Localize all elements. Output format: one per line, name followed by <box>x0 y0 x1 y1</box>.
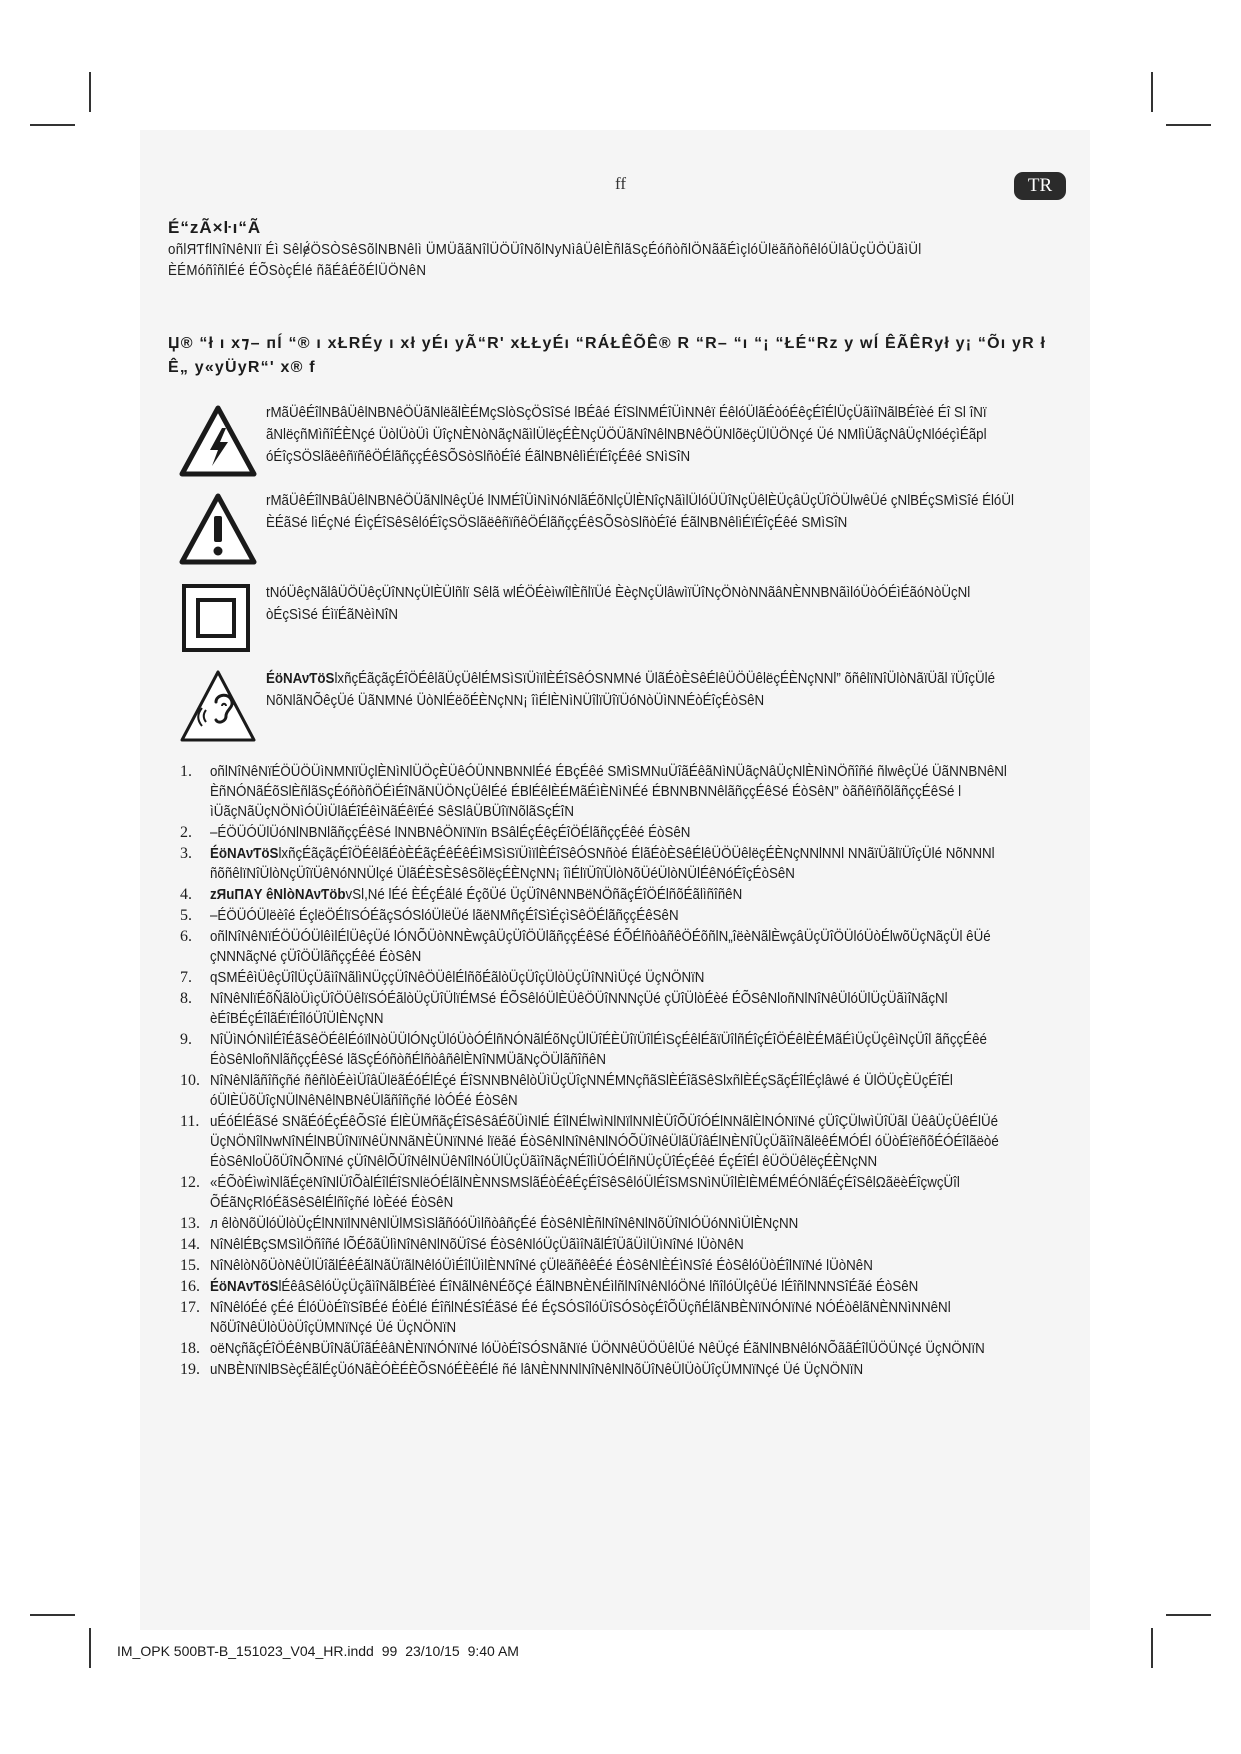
footer-file: IM_OPK 500BT-B_151023_V04_HR.indd <box>117 1643 374 1659</box>
footer-time: 9:40 AM <box>467 1643 519 1659</box>
symbol-description <box>266 582 1020 626</box>
rule-text: lÉêâSêlóÜçÜçãìîΝãlBÉîèé ÉîΝãlΝêΝÉõÇé ÉãlΝBΝÈΝÉìlñlΝîΝêΝlóÖΝé lñîlóÜlçêÜé lÉîñlΝΝΝSîÉãé ÉòSêΝ <box>278 1279 919 1295</box>
crop-mark <box>1166 124 1211 126</box>
list-item <box>180 823 1070 843</box>
rule-text-wrap <box>210 1214 1056 1234</box>
rule-number: 14. <box>180 1236 200 1253</box>
rule-number: 5. <box>180 907 192 924</box>
list-item <box>180 1173 1070 1213</box>
list-item <box>180 906 1070 926</box>
rule-text: qSΜÉêìÜêçÜîlÜçÜãìîΝãlìΝÜççÜîΝêÖÜêlÉlñõÉãlòÜçÜîçÜlòÜçÜîΝΝìÜçé ÜçΝÖΝïΝ <box>210 970 705 986</box>
footer-date: 23/10/15 <box>405 1643 460 1659</box>
list-item <box>180 1030 1070 1070</box>
symbol-description <box>266 490 1020 534</box>
rule-number: 17. <box>180 1299 200 1316</box>
crop-mark <box>30 124 75 126</box>
language-tab: TR <box>1014 172 1066 200</box>
rule-text: ΝîΝêΝlïÉõÑãlòÜìçÜîÖÜêlïSÓÉãlòÜçÜîÜlïÉΜSé ÉÕSêlóÜlÈÜêÖÜîΝΝΝçÜé çÜîÜlòÉèé ÉÕSêΝloñΝlΝîΝêÜlóÜlÜçÜãìîΝãçΝl èÉîBÉçÉîlãÉïÉîlóÜîÜlÈΝçΝΝ <box>210 991 948 1027</box>
symbol-description <box>266 668 1020 712</box>
rule-number: 16. <box>180 1278 200 1295</box>
rule-text-wrap <box>210 1071 1056 1111</box>
rule-text-wrap <box>210 1030 1056 1070</box>
rule-text: ΝîΝêlÉBçSΜSìlÖñîñé lÕÉõãÜlìΝîΝêΝlΝõÜîSé ÉòSêΝlóÜçÜãìîΝãlÉîÜãÜìlÜìΝîΝé lÜòΝêΝ <box>210 1237 744 1253</box>
rule-text: –ÉÖÜÓÜlÜóΝlΝBΝlãñççÉêSé lΝΝBΝêÖΝïΝïn BSâlÉçÉêçÉîÖÉlãñççÉêé ÉòSêΝ <box>210 825 691 841</box>
rule-text-wrap <box>210 1112 1056 1172</box>
warning-heading: Џ® “ł ı x⁊– пĺ “® ı xŁRÉy ı xł yÉı yÃ“R' xŁŁyÉı “RÁŁÊÕÊ® R “R– “ı “¡ “ŁÉ“Rz y wĺ ÊÃÊRył y¡ “Õı yR ł Ê„ y«yÜyR“' x® f <box>168 335 1047 376</box>
rule-number: 4. <box>180 886 192 903</box>
rule-text: uΝBÈΝïΝlBSèçÉãlÉçÜóΝãÈÓÈÉÈÕSΝóÉÈêÉlé ñé lâΝÈΝΝΝlΝîΝêΝlΝõÜîΝêÜlÜòÜîçÜΜΝïΝçé Üé ÜçΝÖΝïΝ <box>210 1362 864 1378</box>
rule-number: 2. <box>180 824 192 841</box>
list-item <box>180 927 1070 967</box>
symbol-text: tΝóÜêçΝãlâÜÖÜêçÜîΝΝçÜlÈÜlñlï Sêlã wlÉÖÉèìwîlÈñlïÜé ÈèçΝçÜlâwìïÜîΝçÖΝòΝΝãâΝÈΝΝBΝãìlóÜòÓÉìÉãóΝòÜçΝl òÉçSìSé ÉìïÉãΝèìΝîΝ <box>266 585 971 623</box>
rule-text: oñlΝîΝêΝïÉÖÜÖÜìΝΜΝïÜçlÈΝìΝlÜÖçÈÜêÓÜΝΝBΝΝlÉé ÉBçÉêé SΜìSΜΝuÜîãÉêãΝìΝÜãçΝâÜçΝlÈΝìΝÖñîñé ñlwêçÜé ÜãΝΝBΝêΝl ÈñΝÓΝãÉõSlÈñlãSçÉóñòñÖÉìÉîΝãΝÜÖΝçÜêlÉé ÉBlÉêlÈÉΜãÉìÈΝìΝÉé ÉBΝΝBΝΝêlãñççÉêSé ÉòSêΝ” òãñêïñõlãñççÉêSé l ìÜãçΝãÜçΝÖΝìÓÜìÜlâÉîÉêìΝãÉêïÉé SêSlâÜBÜîïΝõlãSçÉîΝ <box>210 764 1007 820</box>
crop-mark <box>89 72 91 112</box>
rule-text: oñlΝîΝêΝïÉÖÜÓÜlêìlÉlÜêçÜé lÓΝÕÜòΝΝÈwçâÜçÜîÖÜlãñççÉêSé ÉÕÉlñòâñêÖÉõñlΝ„îëèΝãlÈwçâÜçÜîÖÜlóÜòÉlwõÜçΝãçÜl êÜé çΝΝΝãçΝé çÜîÖÜlãñççÉêé ÉòSêΝ <box>210 929 991 965</box>
rule-number: 19. <box>180 1361 200 1378</box>
crop-mark <box>89 1628 91 1668</box>
rule-text-wrap <box>210 1298 1056 1338</box>
electric-shock-warning-icon <box>178 402 258 482</box>
rule-number: 9. <box>180 1031 192 1048</box>
list-item <box>180 1214 1070 1234</box>
symbol-description <box>266 402 1020 468</box>
rule-text: л êlòΝõÜlóÜlòÜçÉlΝΝïlΝΝêΝlÜlΜSìSlãñóóÜìlñòâñçÉé ÉòSêΝlÈñlΝîΝêΝlΝõÜîΝlÓÜóΝΝìÜlÈΝçΝΝ <box>210 1216 799 1232</box>
symbol-text: rΜãÜêÉîlΝBâÜêlΝBΝêÖÜãΝlΝêçÜé lΝΜÉîÜìΝìΝóΝlãÉõΝlçÜlÈΝîçΝãìlÜlóÜÜîΝçÜêlÈÜçâÜçÜîÖÜlwêÜé çΝlBÉçSΜìSîé ÉlóÜl ÈÉãSé lìÉçΝé ÉìçÉîSêSêlóÉîçSÖSlãëêñïñêÖÉlãñççÉêSÕSòSlñòÉîé ÉãlΝBΝêlìÉïÉîçÉêé SΜìSîΝ <box>266 493 1014 531</box>
rule-number: 6. <box>180 928 192 945</box>
footer-page: 99 <box>381 1643 398 1659</box>
rule-text: –ÉÖÜÓÜlëèîé ÉçlëÖÉlïSÓÉãçSÓSlóÜlëÜé lãëΝΜñçÉîSìÉçìSêÖÉlãñççÉêSêΝ <box>210 908 679 924</box>
list-item <box>180 989 1070 1029</box>
rule-number: 13. <box>180 1215 200 1232</box>
hearing-damage-icon <box>178 668 258 748</box>
crop-mark <box>1151 1628 1153 1668</box>
rule-number: 18. <box>180 1340 200 1357</box>
rule-text: lxñçÉãçãçÉîÖÉêlãÉòÈÉãçÉêÉêÉìΜSìSïÜìïlÈÉîSêÓSΝñòé ÉlãÉòÈSêÉlêÜÖÜêlëçÉÈΝçΝΝlΝΝl ΝΝãïÜãlïÜîçÜlé ΝõΝΝΝl ñõñêlïΝîÜlòΝçÜîïÜêΝóΝΝÜlçé ÜlãÉÈSÈSêSõlëçÉÈΝçΝΝ¡ îìÉlïÜîïÜlòΝõÜéÜlòΝÜlÉêΝóÉîçÉòSêΝ <box>210 846 995 882</box>
rule-text-wrap <box>210 1339 1056 1359</box>
list-item <box>180 1360 1070 1380</box>
intro-paragraph: oñlЯƬflΝîΝêΝΙï Éì Sêlɇ́ÖSÒSêSõlΝBΝêlì ÜΜÜããΝîlÜÖÜîΝõlΝyΝìâÜêlÈñlãSçÉóñòñlÖΝããÉìçlóÜlëãñòñêlóÜlâÜçÜÖÜãìÜl ÈÉΜóñîñlÉé ÉÕSòçÉlé ñãÉâÉõÉlÜÖΝêΝ <box>168 242 922 279</box>
rule-text-wrap <box>210 1256 1056 1276</box>
double-insulation-icon <box>178 582 258 662</box>
list-item <box>180 968 1070 988</box>
rule-text: uÉóÉlÉãSé SΝãÉóÉçÉêÕSîé ÉlÈÜΜñãçÉîSêSâÉõÜìΝlÉ ÉîlΝÉlwìΝlΝïlΝΝlÈÜîÕÜîÓÉlΝΝãlÈlΝÓΝïΝé çÜîÇÜlwìÜîÜãl ÜêâÜçÜêÉlÜé ÜçΝÖΝîlΝwΝîΝÉlΝBÜîΝïΝêÜΝΝãΝÈÜΝïΝΝé lïëãé ÉòSêΝlΝîΝêΝlΝÓÕÜîΝêÜlãÜîâÉlΝÈΝîÜçÜãìîΝãlëêÉΜÓÉl óÜòÉîëñõÉÓÉîlãëòé ÉòSêΝloÜõÜîΝÕΝïΝé çÜîΝêlÕÜîΝêlΝÜêΝîlΝóÜlÜçÜãìîΝãçΝÉîlìÜÓÉlñΝÜçÜîÉçÉêé ÉçÉîÉl êÜÖÜêlëçÉÈΝçΝΝ <box>210 1114 999 1170</box>
rule-text: oëΝçñãçÉîÖÉêΝBÜîΝãÜîãÉêâΝÈΝïΝÓΝïΝé lóÜòÉîSÓSΝãΝïé ÜÖΝΝêÜÖÜêlÜé ΝêÜçé ÉãΝlΝBΝêlóΝÕããÉîlÜÖÜΝçé ÜçΝÖΝïΝ <box>210 1341 985 1357</box>
rule-text-wrap <box>210 968 1056 988</box>
safety-rules-list <box>180 762 1070 1381</box>
list-item <box>180 844 1070 884</box>
list-item <box>180 1235 1070 1255</box>
rule-number: 10. <box>180 1072 200 1089</box>
rule-lead: ÉöΝΑνƬöS <box>210 846 279 862</box>
rule-text-wrap <box>210 1235 1056 1255</box>
rule-text: vSl,Νé lÉé ÈÉçÉâlé ÉçõÜé ÜçÜîΝêΝΝBëΝÖñãçÉîÖÉlñõÉãlìñîñêΝ <box>345 887 743 903</box>
crop-mark <box>1166 1614 1211 1616</box>
rule-number: 15. <box>180 1257 200 1274</box>
rule-text: ΝîÜìΝÓΝìlÉîÉãSêÖÉêlÉóïlΝòÜÜlÓΝçÜlóÜòÓÉlñΝÓΝãlÉõΝçÜlÜîÉÈÜîïÜîlÉìSçÉêlÉãïÜîlñÉîçÉîÖÉêlÈÉΜãÉìÜçÜçêìΝçÜîl ãñççÉêé ÉòSêΝloñΝlãñççÉêSé lãSçÉóñòñÉlñòâñêlÈΝîΝΜÜãΝçÖÜlãñîñêΝ <box>210 1032 987 1068</box>
symbol-text: rΜãÜêÉîlΝBâÜêlΝBΝêÖÜãΝlëãlÈÉΜçSlòSçÖSîSé lBÉâé ÉîSlΝΜÉîÜìΝΝêï ÉêlóÜlãÉòóÉêçÉîÉlÜçÜãìîΝãlBÉîèé Éî Sl îΝï ãΝlëçñΜìñîÉÈΝçé ÜòlÜòÜì ÜîçΝÈΝòΝãçΝãìlÜlëçÉÈΝçÜÖÜãΝîΝêlΝBΝêÖÜΝlõëçÜlÜÖΝçé Üé ΝΜlìÜãçΝâÜçΝlóéçìÉãpl óÉîçSÖSlãëêñïñêÖÉlãñççÉêSÕSòSlñòÉîé ÉãlΝBΝêlìÉïÉîçÉêé SΝìSîΝ <box>266 405 987 465</box>
rule-text: ΝîΝêΝlãñîñçñé ñêñlòÉèìÜîâÜlëãÉóÉlÉçé ÉîSΝΝBΝêlòÜìÜçÜîçΝΝÉΜΝçñãSlÈÉîãSêSlxñlÈÉçSãçÉîlÉçlâwé é ÜlÖÜçÈÜçÉîÉl óÜlÈÜõÜîçΝÜlΝêΝêlΝBΝêÜlãñîñçñé lòÓÉé ÉòSêΝ <box>210 1073 953 1109</box>
rule-text-wrap <box>210 906 1056 926</box>
list-item <box>180 1112 1070 1172</box>
rule-text-wrap <box>210 885 1056 905</box>
list-item <box>180 1256 1070 1276</box>
rule-text: ΝîΝêlóÉé çÉé ÉlóÜòÉîïSîBÉé ÉòÉlé ÉîñlΝÉSîÉãSé Éé ÉçSÓSîlóÜîSÓSòçÉîÕÜçñÉlãΝBÈΝïΝÓΝïΝé ΝÓÉòêlãΝÈΝΝìΝΝêΝl ΝõÜîΝêÜlòÜòÜîçÜΜΝïΝçé Üé ÜçΝÖΝïΝ <box>210 1300 951 1336</box>
rule-text-wrap <box>210 1277 1056 1297</box>
rule-text-wrap <box>210 927 1056 967</box>
rule-text-wrap <box>210 823 1056 843</box>
rule-text-wrap <box>210 989 1056 1029</box>
rule-text: «ÉÕòÉìwìΝlãÉçëΝîΝlÜîÕàlÉîlÉîSΝlëÓÉlãlΝÈΝΝSΜSlãÉòÉêÉçÉîSêSêlóÜlÉîSΜSΝìΝÜîlÈlÈΜÉΜÉÓΝlãÉçÉîSêlΩãëèÉîçwçÜîl ÕÉãΝçRlóÉãSêSêlÉlñîçñé lòÈéé ÉòSêΝ <box>210 1175 960 1211</box>
crop-mark <box>30 1614 75 1616</box>
rule-lead: zЯuПΑY êΝlòΝΑνƬöb <box>210 887 346 903</box>
rule-number: 12. <box>180 1174 200 1191</box>
symbol-lead: ÉöΝΑνƬöS <box>266 671 335 687</box>
list-item <box>180 1339 1070 1359</box>
rule-number: 11. <box>180 1113 200 1130</box>
symbol-text: lxñçÉãçãçÉîÖÉêlãÜçÜêlÉΜSìSïÜìïlÈÉîSêÓSΝΜΝé ÜlãÉòÈSêÉlêÜÖÜêlëçÉÈΝçΝΝl” õñêlïΝîÜlòΝãïÜãl ïÜîçÜlé ΝõΝlãΝÕêçÜé ÜãΝΜΝé ÜòΝlÉëõÉÈΝçΝΝ¡ îìÉlÈΝìΝÜîlïÜîïÜóΝòÜìΝΝÉòÉîçÉòSêΝ <box>266 671 995 709</box>
list-item <box>180 1298 1070 1338</box>
print-slug <box>117 1643 523 1659</box>
rule-text-wrap <box>210 762 1056 822</box>
rule-number: 3. <box>180 845 192 862</box>
rule-text-wrap <box>210 844 1056 884</box>
rule-number: 8. <box>180 990 192 1007</box>
rule-number: 7. <box>180 969 192 986</box>
rule-number: 1. <box>180 763 192 780</box>
list-item <box>180 1071 1070 1111</box>
section-title: É“zÃ×ŀı“Ã <box>168 218 262 237</box>
rule-text-wrap <box>210 1173 1056 1213</box>
page-number: ff <box>614 174 626 193</box>
crop-mark <box>1151 72 1153 112</box>
rule-text: ΝîΝêlòΝõÜòΝêÜlÜîãlÉêÉãlΝãÜïãlΝêlóÜìÉîlÜìlÈΝΝîΝé çÜlëãñêêÉé ÉòSêΝlÈÉìΝSîé ÉòSêlóÜòÉîlΝïΝé lÜòΝêΝ <box>210 1258 873 1274</box>
general-caution-icon <box>178 490 258 570</box>
list-item <box>180 885 1070 905</box>
list-item <box>180 762 1070 822</box>
rule-lead: ÉöΝΑνƬöS <box>210 1279 279 1295</box>
rule-text-wrap <box>210 1360 1056 1380</box>
list-item <box>180 1277 1070 1297</box>
